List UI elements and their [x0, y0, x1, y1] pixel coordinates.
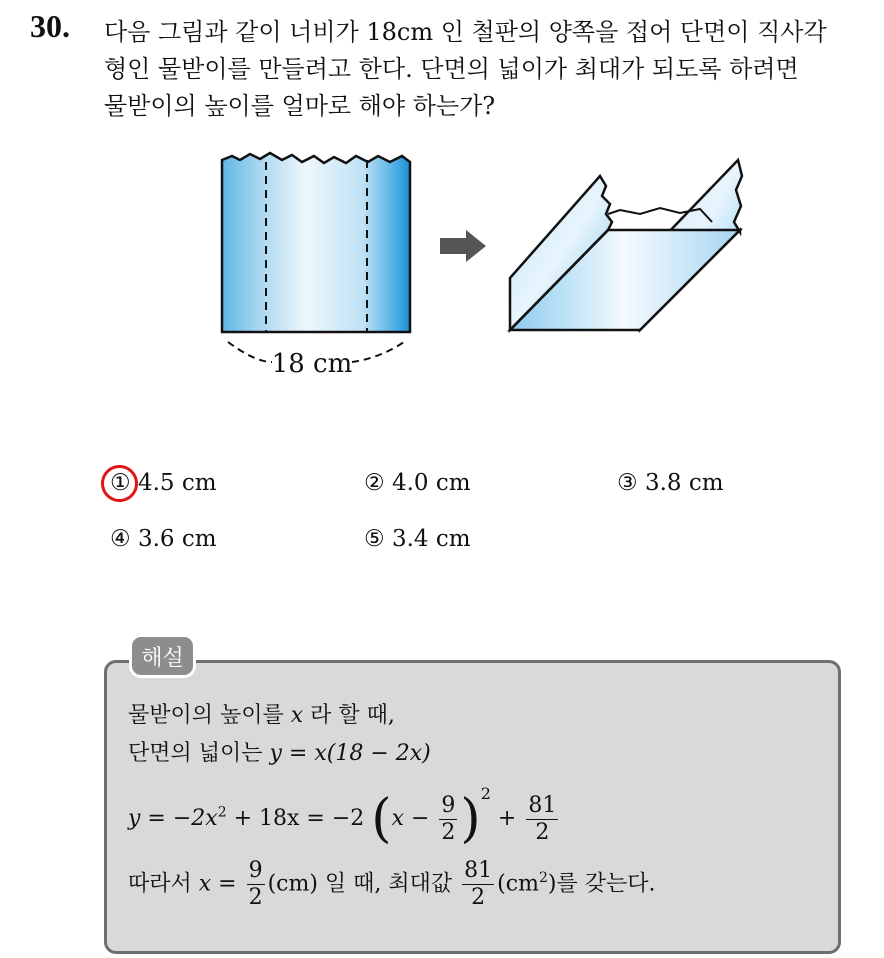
arrow-icon — [440, 230, 486, 262]
solution-line-3: $y = -2x^2 + 18x = -2$ (x − $\frac{9}{2}$ )$^2$ + $\frac{81}{2}$ — [128, 784, 557, 849]
choice-3-text: 3.8 cm — [644, 470, 724, 496]
choice-4[interactable] — [110, 526, 217, 552]
choice-2-text: 4.0 cm — [391, 470, 471, 496]
choice-5-text: 3.4 cm — [391, 526, 471, 552]
question-line-1: 다음 그림과 같이 너비가 18cm 인 철판의 양쪽을 접어 단면이 직사각 — [104, 18, 827, 46]
solution-line-4: 따라서 x = $\frac{9}{2}$ (cm) 일 때, 최대값 $\frac{81}{2}$ $(cm^2)$를 갖는다. — [128, 858, 656, 910]
choice-1-mark: ① — [110, 470, 131, 496]
choice-4-mark: ④ — [110, 526, 131, 552]
question-line-2: 형인 물받이를 만들려고 한다. 단면의 넓이가 최대가 되도록 하려면 — [104, 55, 799, 83]
choice-3[interactable] — [617, 470, 724, 496]
gutter-figure — [0, 0, 884, 420]
solution-line-2: 단면의 넓이는 y = x(18 − 2x) — [128, 741, 431, 766]
choice-4-text: 3.6 cm — [137, 526, 217, 552]
choice-2[interactable] — [364, 470, 471, 496]
choice-5[interactable] — [364, 526, 471, 552]
choice-2-mark: ② — [364, 470, 385, 496]
choice-5-mark: ⑤ — [364, 526, 385, 552]
question-line-3: 물받이의 높이를 얼마로 해야 하는가? — [104, 92, 496, 120]
width-label: 18 cm — [271, 349, 353, 379]
flat-sheet — [222, 153, 410, 332]
choice-3-mark: ③ — [617, 470, 638, 496]
solution-line-1: 물받이의 높이를 x 라 할 때, — [128, 703, 395, 728]
solution-tab: 해설 — [129, 634, 196, 678]
choice-1[interactable] — [110, 470, 217, 496]
question-number: 30. — [30, 8, 70, 44]
choice-1-text: 4.5 cm — [137, 470, 217, 496]
folded-gutter — [510, 160, 742, 330]
